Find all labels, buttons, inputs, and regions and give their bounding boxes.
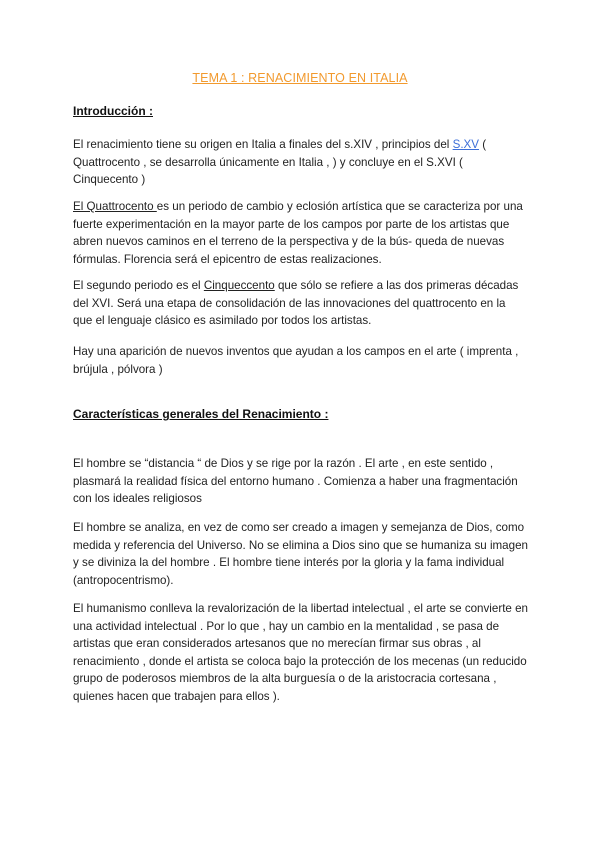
century-link[interactable]: S.XV	[452, 138, 480, 151]
paragraph-quattrocento	[73, 198, 528, 268]
features-heading: Características generales del Renacimiento :	[73, 407, 329, 421]
quattrocento-term: El Quattrocento	[73, 200, 157, 213]
intro-heading: Introducción :	[73, 104, 153, 118]
cinquecento-term: Cinqueccento	[203, 279, 275, 292]
paragraph-origin-text-a: El renacimiento tiene su origen en Italia a finales del s.XIV , principios del	[73, 138, 453, 151]
paragraph-cinquecento-text-b: que sólo se refiere a las dos primeras décadas del XVI. Será una etapa de consolidación de las innovaciones del quattrocento en la que el lenguaje clásico es asimilado por todos los artistas.	[73, 279, 519, 327]
paragraph-cinquecento-text-a: El segundo periodo es el	[73, 279, 204, 292]
paragraph-origin	[73, 136, 528, 189]
paragraph-man: El hombre se analiza, en vez de como ser creado a imagen y semejanza de Dios, como medida y referencia del Universo. No se elimina a Dios sino que se humaniza su imagen y se diviniza la del hombre . El hombre tiene interés por la gloria y la fama individual (antropocentrismo).	[73, 521, 528, 587]
paragraph-inventions: Hay una aparición de nuevos inventos que ayudan a los campos en el arte ( imprenta , brújula , pólvora )	[73, 345, 519, 376]
document-title: TEMA 1 : RENACIMIENTO EN ITALIA	[192, 71, 408, 85]
paragraph-cinquecento	[73, 277, 528, 330]
paragraph-origin-text-b: ( Quattrocento , se desarrolla únicamente en Italia , ) y concluye en el S.XVI ( Cinquecento )	[73, 138, 487, 186]
paragraph-reason: El hombre se “distancia “ de Dios y se rige por la razón . El arte , en este sentido , plasmará la realidad física del entorno humano . Comienza a haber una fragmentación con los ideales religiosos	[73, 457, 518, 505]
paragraph-humanism: El humanismo conlleva la revalorización de la libertad intelectual , el arte se convierte en una actividad intelectual . Por lo que , hay un cambio en la mentalidad , se pasa de artistas que eran considerados artesanos que no merecían firmar sus obras , al renacimiento , donde el artista se coloca bajo la protección de los mecenas (un reducido grupo de poderosos miembros de la alta burguesía o de la aristocracia cortesana , quienes hacen que trabajen para ellos ).	[73, 602, 528, 703]
paragraph-quattrocento-text: es un periodo de cambio y eclosión artística que se caracteriza por una fuerte experimentación en la mayor parte de los campos por parte de los artistas que abren nuevos caminos en el terreno de la perspectiva y de la bús- queda de nuevas fórmulas. Florencia será el epicentro de estas realizaciones.	[73, 200, 523, 266]
